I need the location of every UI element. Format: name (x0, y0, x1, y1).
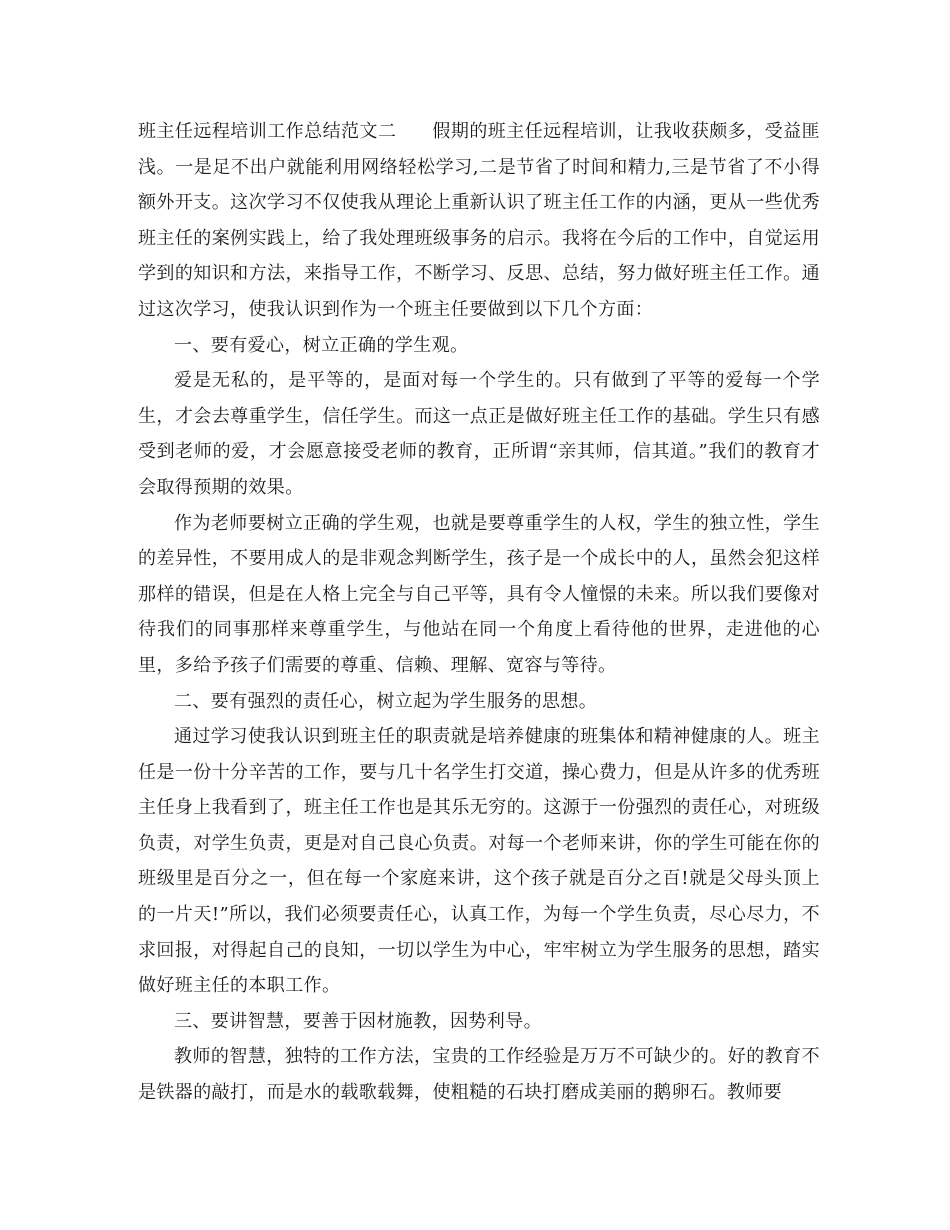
section-heading-2: 二、要有强烈的责任心，树立起为学生服务的思想。 (174, 690, 598, 712)
section-heading-3: 三、要讲智慧，要善于因材施教，因势利导。 (174, 1010, 542, 1032)
opening-paragraph (138, 114, 820, 328)
body-paragraph: 教师的智慧，独特的工作方法，宝贵的工作经验是万万不可缺少的。好的教育不是铁器的敲打，而是水的载歌载舞，使粗糙的石块打磨成美丽的鹅卵石。教师要 (138, 1046, 820, 1104)
document-title: 班主任远程培训工作总结范文二 (138, 121, 397, 142)
section-heading-1: 一、要有爱心，树立正确的学生观。 (174, 334, 469, 356)
body-paragraph: 通过学习使我认识到班主任的职责就是培养健康的班集体和精神健康的人。班主任是一份十分辛苦的工作，要与几十名学生打交道，操心费力，但是从许多的优秀班主任身上我看到了，班主任工作也是其乐无穷的。这源于一份强烈的责任心，对班级负责，对学生负责，更是对自己良心负责。对每一个老师来讲，你的学生可能在你的班级里是百分之一，但在每一个家庭来讲，这个孩子就是百分之百!就是父母头顶上的一片天!”所以，我们必须要责任心，认真工作，为每一个学生负责，尽心尽力，不求回报，对得起自己的良知，一切以学生为中心，牢牢树立为学生服务的思想，踏实做好班主任的本职工作。 (138, 726, 820, 997)
document-body (138, 114, 820, 1111)
intro-text: 假期的班主任远程培训，让我收获颇多，受益匪浅。一是足不出户就能利用网络轻松学习,二是节省了时间和精力,三是节省了不小得额外开支。这次学习不仅使我从理论上重新认识了班主任工作的内涵，更从一些优秀班主任的案例实践上，给了我处理班级事务的启示。我将在今后的工作中，自觉运用学到的知识和方法，来指导工作，不断学习、反思、总结，努力做好班主任工作。通过这次学习，使我认识到作为一个班主任要做到以下几个方面： (138, 121, 820, 320)
body-paragraph: 作为老师要树立正确的学生观，也就是要尊重学生的人权，学生的独立性，学生的差异性，不要用成人的是非观念判断学生，孩子是一个成长中的人，虽然会犯这样那样的错误，但是在人格上完全与自己平等，具有令人憧憬的未来。所以我们要像对待我们的同事那样来尊重学生，与他站在同一个角度上看待他的世界，走进他的心里，多给予孩子们需要的尊重、信赖、理解、宽容与等待。 (138, 512, 820, 676)
body-paragraph: 爱是无私的，是平等的，是面对每一个学生的。只有做到了平等的爱每一个学生，才会去尊重学生，信任学生。而这一点正是做好班主任工作的基础。学生只有感受到老师的爱，才会愿意接受老师的教育，正所谓“亲其师，信其道。”我们的教育才会取得预期的效果。 (138, 370, 820, 498)
